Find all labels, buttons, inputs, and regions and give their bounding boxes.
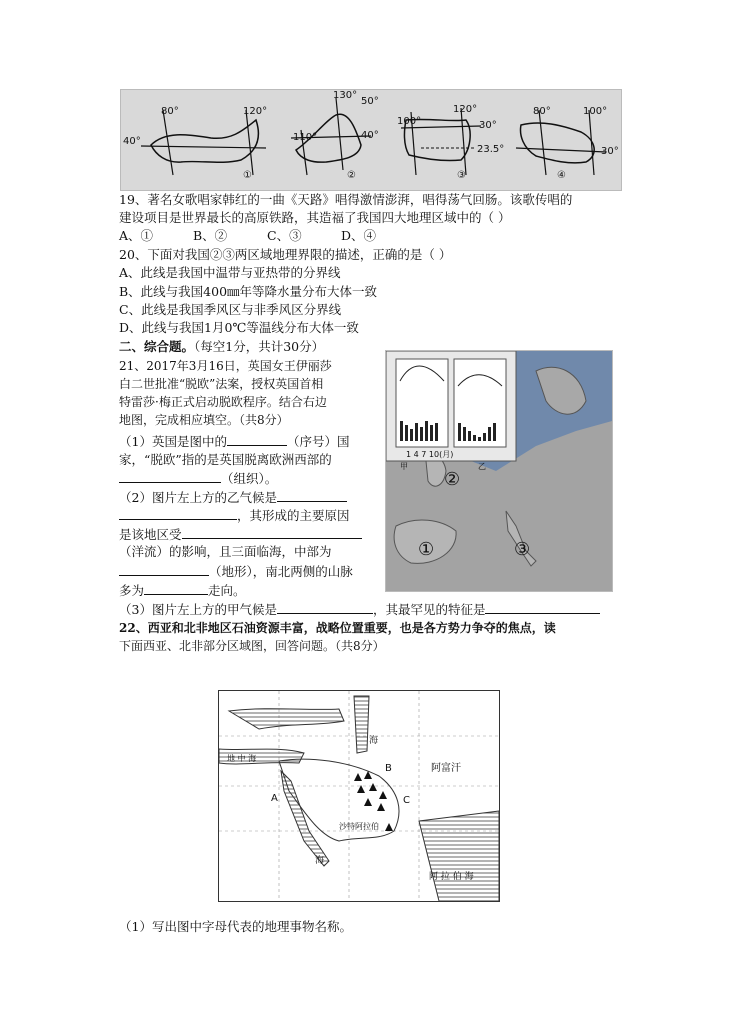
q22-line2: 下面西亚、北非部分区域图，回答问题。（共8分）	[119, 639, 385, 653]
map-letter-a: A	[271, 793, 278, 804]
q19-option-c[interactable]: C、③	[267, 228, 302, 243]
q20-option-a[interactable]: A、此线是我国中温带与亚热带的分界线	[119, 265, 341, 280]
map-letter-b: B	[385, 763, 392, 774]
q21-p3	[119, 600, 600, 618]
map-label-3: ③	[514, 539, 531, 560]
panel4-label-1: 100°	[583, 106, 608, 117]
q19-line1: 19、著名女歌唱家韩红的一曲《天路》唱得激情澎湃，唱得荡气回肠。该歌传唱的	[119, 192, 573, 207]
q21-p2-line1	[119, 488, 347, 506]
q21-p1-line2: 家，“脱欧”指的是英国脱离欧洲西部的	[119, 452, 332, 467]
q21-p3a: （3）图片左上方的甲气候是	[119, 602, 277, 617]
section2-title: 二、综合题。	[119, 339, 195, 354]
q19-line2: 建设项目是世界最长的高原铁路，其造福了我国四大地理区域中的（ ）	[119, 210, 511, 225]
q21-blank-2[interactable]	[119, 469, 221, 483]
map-label-med: 地 中 海	[227, 754, 257, 763]
map-label-sea2: 海	[315, 856, 325, 866]
q19-option-b[interactable]: B、②	[193, 228, 228, 243]
panel2-label-2: 110°	[293, 132, 318, 143]
q21-p2f: 多为	[119, 583, 145, 598]
panel3-label-0: 120°	[453, 104, 478, 115]
map-label-sea1: 海	[369, 736, 379, 746]
q19-option-a[interactable]: A、①	[119, 228, 154, 243]
q21-p1d: （组织）。	[221, 471, 278, 486]
panel1-label-1: 120°	[243, 106, 268, 117]
q21-blank-4[interactable]	[119, 506, 237, 520]
q21-blank-9[interactable]	[485, 600, 600, 614]
panel1-num: ①	[243, 170, 252, 181]
panel1-label-0: 80°	[161, 106, 179, 117]
q21-blank-7[interactable]	[144, 581, 208, 595]
europe-map	[385, 350, 613, 592]
panel3-label-2: 30°	[479, 120, 497, 131]
q21-intro-0: 21、2017年3月16日，英国女王伊丽莎	[119, 359, 332, 373]
map-letter-c: C	[403, 795, 410, 806]
map-label-afghan: 阿富汗	[431, 763, 461, 774]
q21-p1-line3	[119, 469, 277, 487]
panel2-num: ②	[347, 170, 356, 181]
q21-p2-line3	[119, 525, 362, 543]
q20-option-c[interactable]: C、此线是我国季风区与非季风区分界线	[119, 302, 342, 317]
climate-chart-yi: 乙	[478, 462, 486, 471]
climate-chart-jia: 甲	[400, 462, 408, 471]
q21-p1a: （1）英国是图中的	[119, 434, 227, 449]
map-label-2: ②	[444, 469, 461, 490]
panel2-label-3: 40°	[361, 130, 379, 141]
section2-heading	[119, 338, 324, 355]
q21-p2a: （2）图片左上方的乙气候是	[119, 490, 277, 505]
q21-p2-line2	[119, 506, 350, 524]
panel2-label-0: 130°	[333, 90, 358, 101]
q21-p2b: ，其形成的主要原因	[237, 508, 350, 523]
panel2-label-1: 50°	[361, 96, 379, 107]
q21-blank-5[interactable]	[182, 525, 362, 539]
q21-p1b: （序号）国	[286, 434, 350, 449]
china-region-outline-maps	[120, 89, 622, 191]
q21-p2-line6	[119, 581, 246, 599]
q22-sub1: （1）写出图中字母代表的地理事物名称。	[119, 919, 352, 934]
panel1-label-2: 40°	[123, 136, 141, 147]
q21-p2c: 是该地区受	[119, 527, 182, 542]
panel3-num: ③	[457, 170, 466, 181]
q19-options	[119, 227, 415, 244]
q21-p2g: 走向。	[208, 583, 246, 598]
q21-p2-line5	[119, 562, 353, 580]
q22-line1: 22、西亚和北非地区石油资源丰富，战略位置重要，也是各方势力争夺的焦点，读	[119, 621, 556, 635]
panel3-label-3: 23.5°	[477, 144, 505, 155]
q21-intro-3: 地图，完成相应填空。（共8分）	[119, 413, 289, 427]
west-asia-map	[218, 690, 500, 902]
q21-intro-1: 白二世批准“脱欧”法案，授权英国首相	[119, 377, 324, 391]
map-label-arabian-sea: 阿 拉 伯 海	[429, 872, 474, 882]
map-label-saudi: 沙特阿拉伯	[339, 822, 379, 831]
q19-option-d[interactable]: D、④	[341, 228, 377, 243]
q21-intro-2: 特雷莎·梅正式启动脱欧程序。结合右边	[119, 395, 327, 409]
q20-option-b[interactable]: B、此线与我国400㎜年等降水量分布大体一致	[119, 284, 378, 299]
panel3-label-1: 100°	[397, 116, 422, 127]
section2-note: （每空1分，共计30分）	[194, 339, 325, 354]
q21-blank-3[interactable]	[277, 488, 347, 502]
panel4-label-2: 30°	[601, 146, 619, 157]
q21-blank-1[interactable]	[227, 432, 287, 446]
q21-p1-line1	[119, 432, 349, 450]
q21-blank-8[interactable]	[277, 600, 373, 614]
q21-blank-6[interactable]	[119, 562, 209, 576]
q20-option-d[interactable]: D、此线与我国1月0℃等温线分布大体一致	[119, 320, 359, 335]
q21-p2e: （地形），南北两侧的山脉	[209, 564, 353, 579]
climate-chart-months: 1 4 7 10(月)	[406, 450, 454, 459]
panel4-label-0: 80°	[533, 106, 551, 117]
map-label-1: ①	[418, 539, 435, 560]
q21-p3b: ，其最罕见的特征是	[372, 602, 486, 617]
q21-p2-line4: （洋流）的影响，且三面临海，中部为	[119, 544, 332, 559]
panel4-num: ④	[557, 170, 566, 181]
q20-stem: 20、下面对我国②③两区域地理界限的描述，正确的是（ ）	[119, 247, 452, 262]
